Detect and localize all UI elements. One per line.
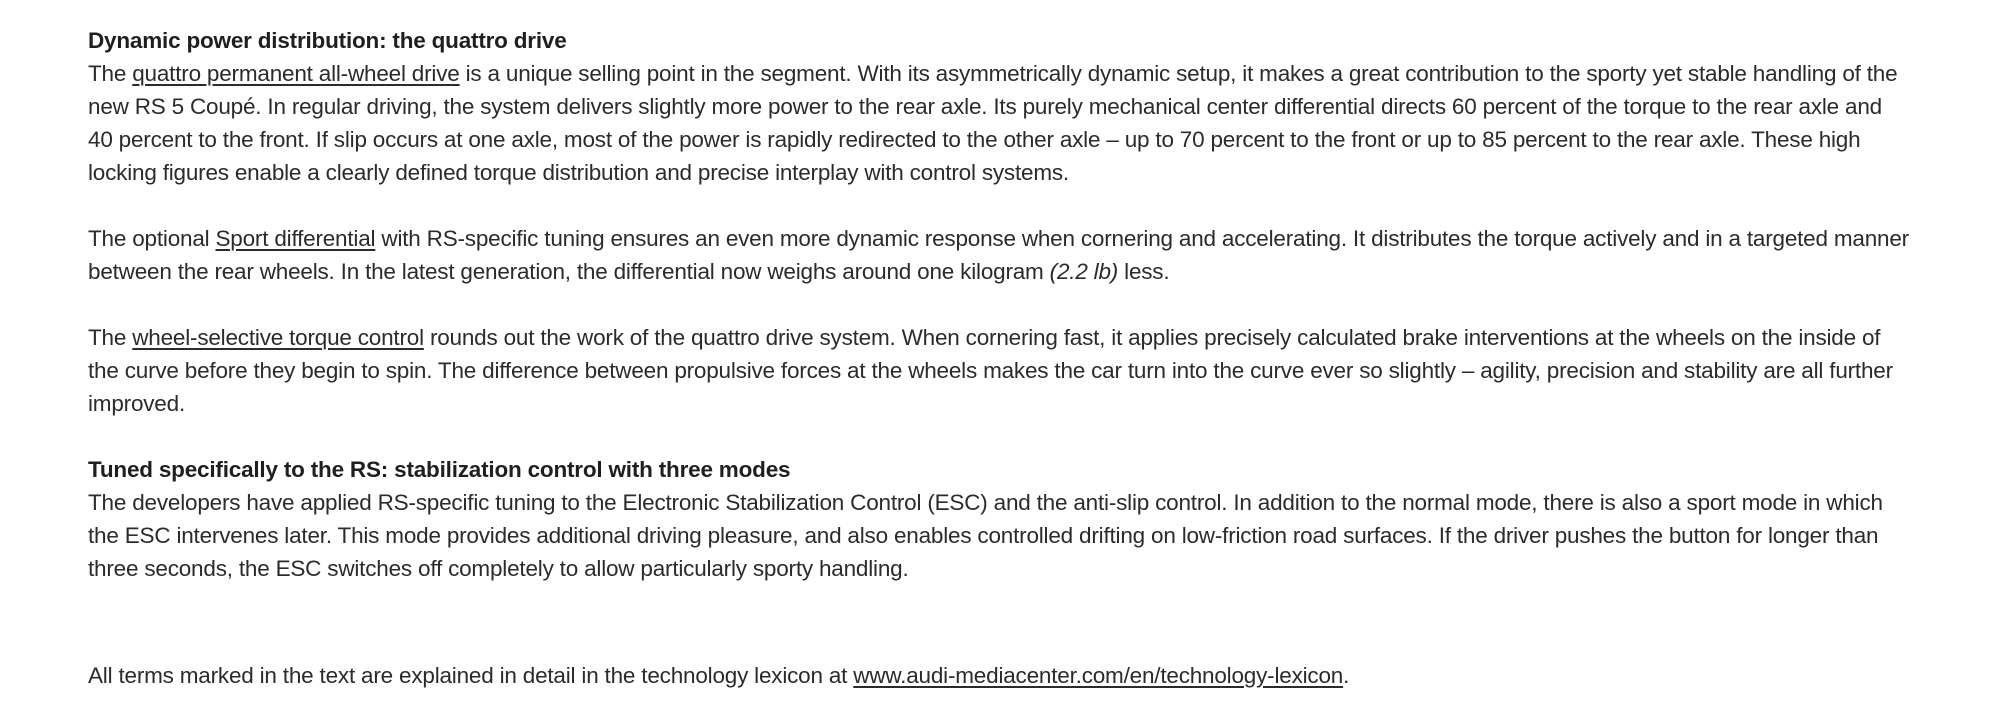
text-run: less.	[1118, 259, 1170, 284]
text-run: is a unique selling point in the segment. With its asymmetrically dynamic setup, it makes a great contribution to the sporty yet stable handling of the new RS 5 Coupé. In regular driving, the system delivers slightly more power to the rear axle. Its purely mechanical center differential directs 60 percent of the torque to the rear axle and 40 percent to the front. If slip occurs at one axle, most of the power is rapidly redirected to the other axle – up to 70 percent to the front or up to 85 percent to the rear axle. These high locking figures enable a clearly defined torque distribution and precise interplay with control systems.	[88, 61, 1898, 185]
technology-lexicon-note	[88, 659, 1912, 692]
term-link-quattro-permanent-all-wheel-drive[interactable]: quattro permanent all-wheel drive	[132, 61, 460, 86]
technology-lexicon-link[interactable]: www.audi-mediacenter.com/en/technology-lexicon	[853, 663, 1344, 688]
text-run: The	[88, 61, 133, 86]
text-run: The optional	[88, 226, 216, 251]
term-link-sport-differential[interactable]: Sport differential	[215, 226, 376, 251]
text-run: All terms marked in the text are explained in detail in the technology lexicon at	[88, 663, 854, 688]
paragraph-quattro-drive	[88, 57, 1912, 189]
paragraph-sport-differential	[88, 222, 1912, 288]
text-run: The	[88, 325, 133, 350]
section-sport-differential	[88, 222, 1912, 288]
section-esc-modes	[88, 453, 1912, 585]
text-run: .	[1343, 663, 1350, 688]
text-run: rounds out the work of the quattro drive system. When cornering fast, it applies precisely calculated brake interventions at the wheels on the inside of the curve before they begin to spin. The difference between propulsive forces at the wheels makes the car turn into the curve ever so slightly – agility, precision and stability are all further improved.	[88, 325, 1893, 416]
heading-quattro-drive: Dynamic power distribution: the quattro drive	[88, 28, 567, 53]
text-run: with RS-specific tuning ensures an even more dynamic response when cornering and accelerating. It distributes the torque actively and in a targeted manner between the rear wheels. In the latest generation, the differential now weighs around one kilogram	[88, 226, 1909, 284]
section-torque-control	[88, 321, 1912, 420]
heading-esc-modes: Tuned specifically to the RS: stabilization control with three modes	[88, 457, 791, 482]
section-quattro-drive	[88, 24, 1912, 189]
imperial-weight-conversion: (2.2 lb)	[1049, 259, 1119, 284]
paragraph-torque-control	[88, 321, 1912, 420]
paragraph-esc-modes: The developers have applied RS-specific tuning to the Electronic Stabilization Control (ESC) and the anti-slip control. In addition to the normal mode, there is also a sport mode in which the ESC intervenes later. This mode provides additional driving pleasure, and also enables controlled drifting on low-friction road surfaces. If the driver pushes the button for longer than three seconds, the ESC switches off completely to allow particularly sporty handling.	[88, 490, 1883, 581]
term-link-wheel-selective-torque-control[interactable]: wheel-selective torque control	[132, 325, 424, 350]
